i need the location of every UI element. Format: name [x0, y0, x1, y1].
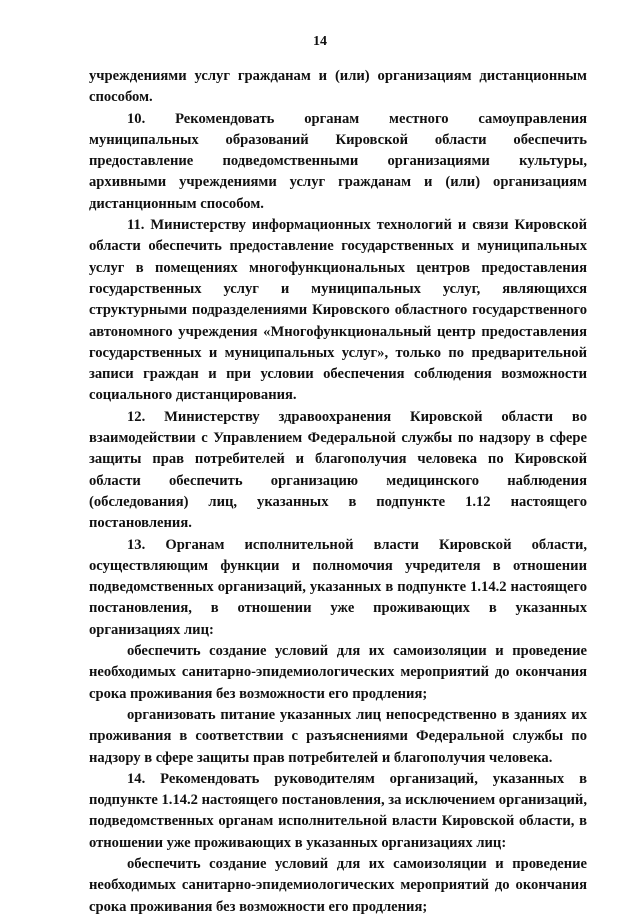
paragraph-item-13-clause-2: организовать питание указанных лиц непосредственно в зданиях их проживания в соответствии с разъяснениями Федеральной службы по надзору в сфере защиты прав потребителей и благополучия человека. — [89, 706, 587, 766]
paragraph-item-14-clause-1: обеспечить создание условий для их самоизоляции и проведение необходимых санитарно-эпидемиологических мероприятий до окончания срока проживания без возможности его продления; — [89, 855, 587, 915]
paragraph-item-10: 10. Рекомендовать органам местного самоуправления муниципальных образований Кировской области обеспечить предоставление подведомственными организациями культуры, архивными учреждениями услуг гражданам и (или) организациям дистанционным способом. — [89, 110, 587, 212]
paragraph-item-12: 12. Министерству здравоохранения Кировской области во взаимодействии с Управлением Федеральной службы по надзору в сфере защиты прав потребителей и благополучия человека по Кировской области обеспечить организацию медицинского наблюдения (обследования) лиц, указанных в подпункте 1.12 настоящего постановления. — [89, 408, 587, 532]
document-body — [89, 66, 587, 918]
page-number: 14 — [313, 34, 327, 49]
paragraph-item-11: 11. Министерству информационных технологий и связи Кировской области обеспечить предоставление государственных и муниципальных услуг в помещениях многофункциональных центров предоставления государственных услуг и муниципальных услуг, являющихся структурными подразделениями Кировского областного государственного автономного учреждения «Многофункциональный центр предоставления государственных и муниципальных услуг», только по предварительной записи граждан и при условии обеспечения соблюдения возможности социального дистанцирования. — [89, 217, 587, 404]
paragraph-item-13: 13. Органам исполнительной власти Кировской области, осуществляющим функции и полномочия учредителя в отношении подведомственных организаций, указанных в подпункте 1.14.2 настоящего постановления, в отношении уже проживающих в указанных организациях лиц: — [89, 536, 587, 638]
paragraph-item-13-clause-1: обеспечить создание условий для их самоизоляции и проведение необходимых санитарно-эпидемиологических мероприятий до окончания срока проживания без возможности его продления; — [89, 643, 587, 702]
paragraph-item-14: 14. Рекомендовать руководителям организаций, указанных в подпункте 1.14.2 настоящего постановления, за исключением организаций, подведомственных органам исполнительной власти Кировской области, в отношении уже проживающих в указанных организациях лиц: — [89, 770, 587, 851]
paragraph-continuation: учреждениями услуг гражданам и (или) организациям дистанционным способом. — [89, 68, 587, 106]
